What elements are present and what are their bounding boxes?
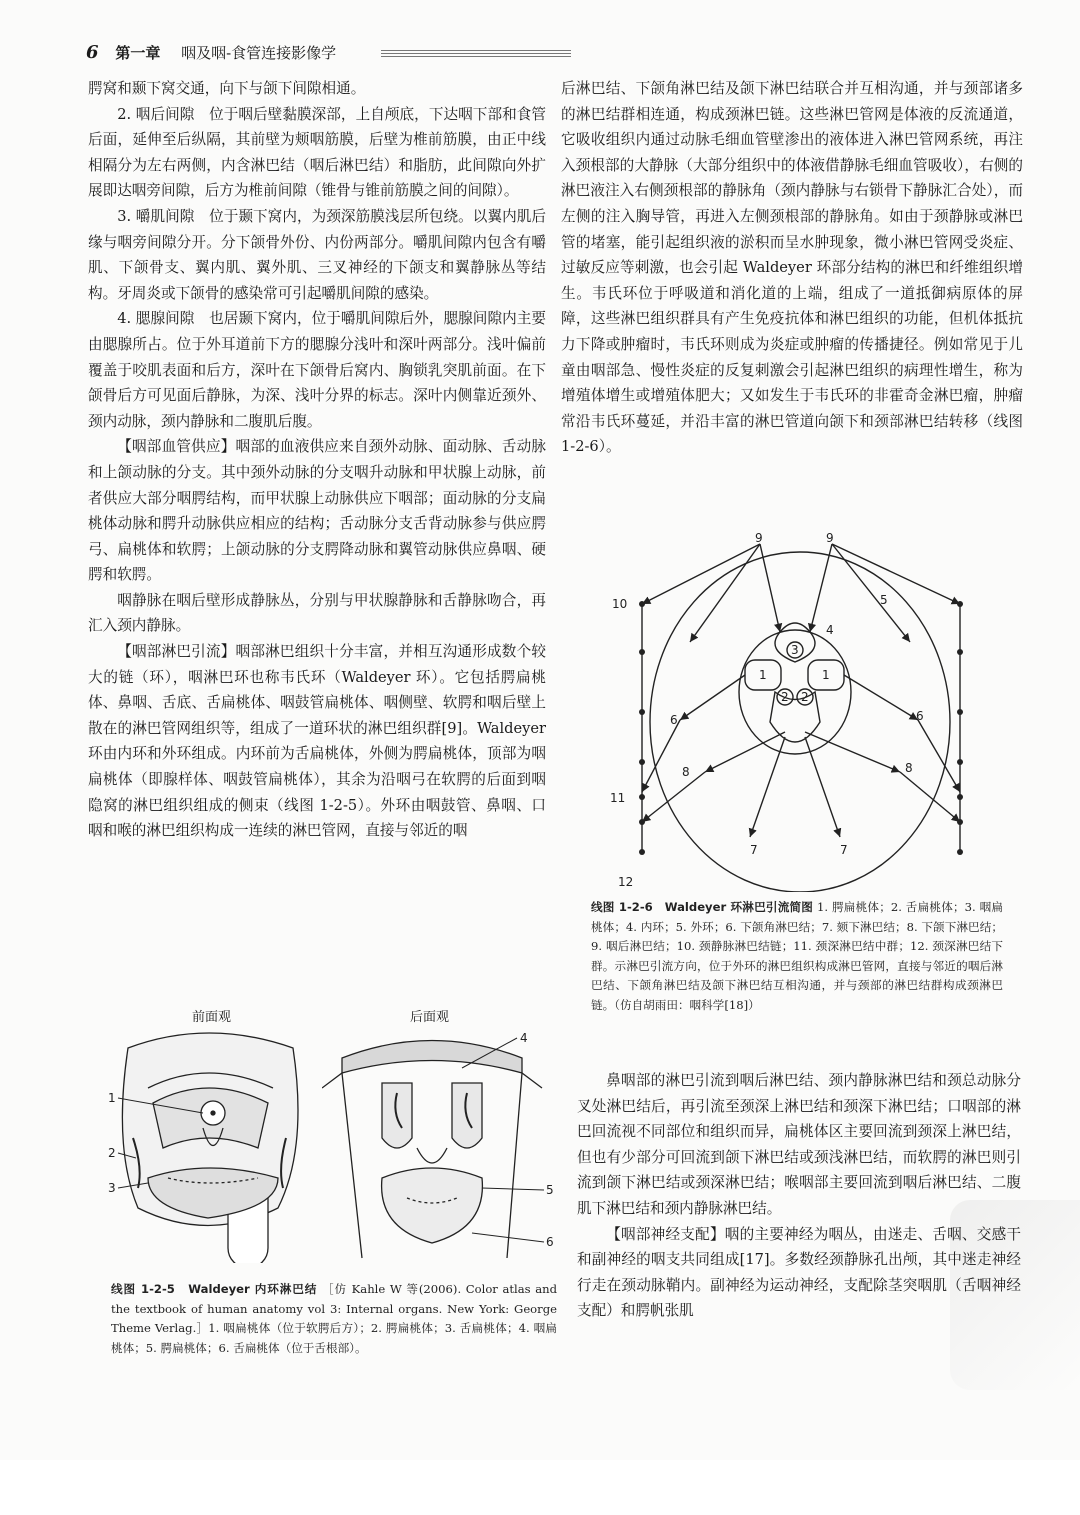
label-2-right: 2 xyxy=(801,690,809,704)
paragraph: 【咽部淋巴引流】咽部淋巴组织十分丰富，并相互沟通形成数个较大的链（环），咽淋巴环也称韦氏环（Waldeyer 环）。它包括腭扁桃体、鼻咽、舌底、舌扁桃体、咽鼓管扁桃体、咽侧壁、软腭和咽后壁上散在的淋巴管网组织等，组成了一道环状的淋巴组织群[9]。Waldeyer 环由内环和外环组成。内环前为舌扁桃体，外侧为腭扁桃体，顶部为咽扁桃体（即腺样体、咽鼓管扁桃体），其余为沿咽弓在软腭的后面到咽隐窝的淋巴组织组成的侧束（线图 1-2-5）。外环由咽鼓管、鼻咽、口咽和喉的淋巴组织构成一连续的淋巴管网，直接与邻近的咽 xyxy=(88,643,546,840)
label-9-left: 9 xyxy=(755,532,763,545)
paragraph: 鼻咽部的淋巴引流到咽后淋巴结、颈内静脉淋巴结和颈总动脉分叉处淋巴结后，再引流至颈深上淋巴结和颈深下淋巴结；口咽部的淋巴回流视不同部位和组织而异，扁桃体区主要回流到颈深上淋巴结，但也有少部分可回流到颌下淋巴结或颈浅淋巴结，而软腭的淋巴则引流到颌下淋巴结或颈深淋巴结；喉咽部主要回流到咽后淋巴结、二腹肌下淋巴结和颈内静脉淋巴结。 xyxy=(577,1072,1021,1217)
label-2: 2 xyxy=(108,1146,116,1160)
label-2-left: 2 xyxy=(781,690,789,704)
label-5: 5 xyxy=(880,593,888,607)
label-1: 1 xyxy=(108,1091,116,1105)
chapter-label: 第一章 xyxy=(115,44,161,62)
chapter-title: 咽及咽-食管连接影像学 xyxy=(181,44,337,62)
label-4: 4 xyxy=(520,1031,528,1045)
paragraph: 4. 腮腺间隙 也居颞下窝内，位于嚼肌间隙后外，腮腺间隙内主要由腮腺所占。位于外耳道前下方的腮腺分浅叶和深叶两部分。浅叶偏前覆盖于咬肌表面和后方，深叶在下颌骨后窝内、胸锁乳突肌前面。在下颌骨后方可见面后静脉，为深、浅叶分界的标志。深叶内侧靠近颈外、颈内动脉，颈内静脉和二腹肌后腹。 xyxy=(88,310,546,430)
figure-6-caption-label: 线图 1-2-6 Waldeyer 环淋巴引流简图 xyxy=(591,900,814,914)
figure-6-caption xyxy=(591,898,1003,1015)
label-10: 10 xyxy=(612,597,628,611)
figure-6-caption-text: 1. 腭扁桃体；2. 舌扁桃体；3. 咽扁桃体；4. 内环；5. 外环；6. 下颌角淋巴结；7. 颏下淋巴结；8. 下颌下淋巴结；9. 咽后淋巴结；10. 颈静脉淋巴结链；11. 颈深淋巴结中群；12. 颈深淋巴结下群。示淋巴引流方向，位于外环的淋巴组织构成淋巴管网，直接与邻近的咽后淋巴结、下颌角淋巴结及颌下淋巴结互相沟通，并与颈部的淋巴结群构成颈淋巴链。（仿自胡雨田：咽科学[18]） xyxy=(591,900,1003,1012)
paragraph: 3. 嚼肌间隙 位于颞下窝内，为颈深筋膜浅层所包绕。以翼内肌后缘与咽旁间隙分开。分下颌骨外份、内份两部分。嚼肌间隙内包含有嚼肌、下颌骨支、翼内肌、翼外肌、三叉神经的下颌支和翼静脉丛等结构。牙周炎或下颌骨的感染常可引起嚼肌间隙的感染。 xyxy=(88,207,546,302)
label-6-right: 6 xyxy=(916,709,924,723)
paragraph: 咽静脉在咽后壁形成静脉丛，分别与甲状腺静脉和舌静脉吻合，再汇入颈内静脉。 xyxy=(88,591,546,635)
right-column-bottom xyxy=(577,1068,1021,1324)
outer-ring xyxy=(650,552,950,892)
label-6-left: 6 xyxy=(670,713,678,727)
label-5: 5 xyxy=(546,1183,554,1197)
page-number: 6 xyxy=(86,42,99,63)
right-column-top xyxy=(561,76,1023,460)
paragraph: 后淋巴结、下颌角淋巴结及颌下淋巴结联合并互相沟通，并与颈部诸多的淋巴结群相连通，构成颈淋巴链。这些淋巴管网是体液的反流通道，它吸收组织内通过动脉毛细血管壁渗出的液体进入淋巴管网系统，再注入颈根部的大静脉（大部分组织中的体液借静脉毛细血管吸收），右侧的淋巴液注入右侧颈根部的静脉角（颈内静脉与右锁骨下静脉汇合处），而左侧的注入胸导管，再进入左侧颈根部的静脉角。如由于颈静脉或淋巴管的堵塞，能引起组织液的淤积而呈水肿现象，微小淋巴管网受炎症、过敏反应等刺激，也会引起 Waldeyer 环部分结构的淋巴和纤维组织增生。韦氏环位于呼吸道和消化道的上端，组成了一道抵御病原体的屏障，这些淋巴组织群具有产生免疫抗体和淋巴组织的功能，但机体抵抗力下降或肿瘤时，韦氏环则成为炎症或肿瘤的传播捷径。例如常见于儿童由咽部急、慢性炎症的反复刺激会引起淋巴组织的病理性增生，称为增殖体增生或增殖体肥大；又如发生于韦氏环的非霍奇金淋巴瘤，肿瘤常沿韦氏环蔓延，并沿丰富的淋巴管道向颌下和颈部淋巴结转移（线图 1-2-6）。 xyxy=(561,80,1023,456)
paragraph: 2. 咽后间隙 位于咽后壁黏膜深部，上自颅底，下达咽下部和食管后面，延伸至后纵隔，其前壁为颊咽筋膜，后壁为椎前筋膜，由正中线相隔分为左右两侧，内含淋巴结（咽后淋巴结）和脂肪，此间隙向外扩展即达咽旁间隙，后方为椎前间隙（锥骨与锥前筋膜之间的间隙）。 xyxy=(88,105,546,200)
left-column xyxy=(88,76,546,844)
paragraph: 【咽部神经支配】咽的主要神经为咽丛，由迷走、舌咽、交感干和副神经的咽支共同组成[17]。多数经颈静脉孔出颅，其中迷走神经行走在颈动脉鞘内。副神经为运动神经，支配除茎突咽肌（舌咽神经支配）和腭帆张肌 xyxy=(577,1225,1021,1320)
label-7-left: 7 xyxy=(750,843,758,857)
back-view-illustration xyxy=(322,1028,557,1263)
label-3: 3 xyxy=(791,643,799,657)
front-view-illustration xyxy=(108,1028,313,1263)
label-4: 4 xyxy=(826,623,834,637)
label-11: 11 xyxy=(610,791,626,805)
figure-5-caption-text: ［仿 Kahle W 等(2006). Color atlas and the textbook of human anatomy vol 3: Internal organs. New York: George Theme Verlag.］1. 咽扁桃体（位于软腭后方）；2. 腭扁桃体；3. 舌扁桃体；4. 咽扁桃体；5. 腭扁桃体；6. 舌扁桃体（位于舌根部）。 xyxy=(111,1282,558,1355)
label-7-right: 7 xyxy=(840,843,848,857)
header-decoration xyxy=(381,50,571,58)
label-8-left: 8 xyxy=(682,765,690,779)
back-view-label: 后面观 xyxy=(410,1010,450,1025)
label-1-right: 1 xyxy=(822,668,830,682)
label-1-left: 1 xyxy=(759,668,767,682)
label-8-right: 8 xyxy=(905,761,913,775)
label-3: 3 xyxy=(108,1181,116,1195)
front-view-label: 前面观 xyxy=(192,1010,232,1025)
label-12: 12 xyxy=(618,875,634,889)
figure-5-caption-label: 线图 1-2-5 Waldeyer 内环淋巴结 xyxy=(111,1282,318,1296)
paragraph: 【咽部血管供应】咽部的血液供应来自颈外动脉、面动脉、舌动脉和上颌动脉的分支。其中颈外动脉的分支咽升动脉和甲状腺上动脉，前者供应大部分咽腭结构，而甲状腺上动脉供应下咽部；面动脉的分支扁桃体动脉和腭升动脉供应相应的结构；舌动脉分支舌背动脉参与供应腭弓、扁桃体和软腭；上颌动脉的分支腭降动脉和翼管动脉供应鼻咽、硬腭和软腭。 xyxy=(88,438,546,584)
bottom-margin xyxy=(0,1460,1080,1515)
figure-5-caption xyxy=(111,1280,557,1358)
page-header xyxy=(86,42,1020,72)
label-6: 6 xyxy=(546,1235,554,1249)
waldeyer-drainage-diagram xyxy=(600,532,1000,892)
label-9-right: 9 xyxy=(826,532,834,545)
paragraph: 腭窝和颞下窝交通，向下与颌下间隙相通。 xyxy=(88,80,366,97)
